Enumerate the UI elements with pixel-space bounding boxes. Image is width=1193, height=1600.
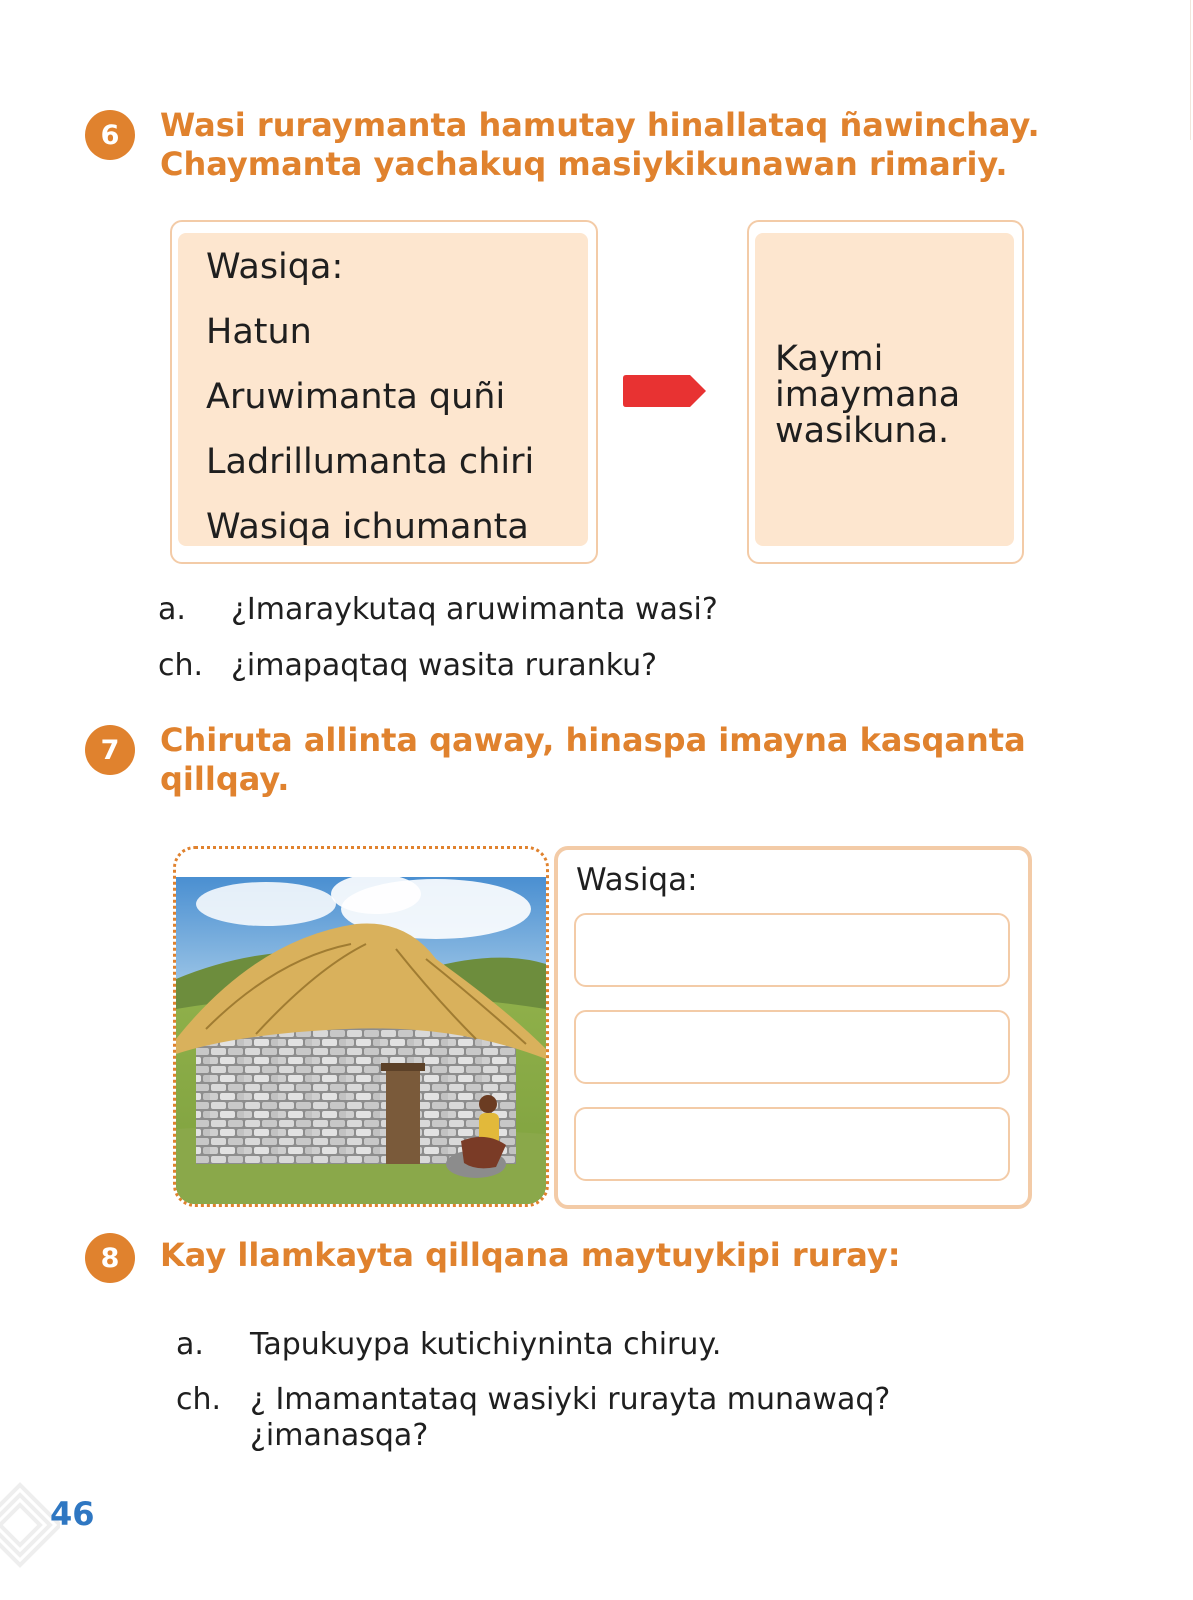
question-text: ¿imapaqtaq wasita ruranku? (231, 648, 658, 683)
answer-line-3[interactable] (574, 1107, 1010, 1181)
question-label: a. (158, 592, 186, 627)
house-result-text (775, 341, 960, 449)
house-description-title: Wasiqa: (576, 862, 698, 898)
house-features-fill (178, 233, 588, 546)
exercise-7-heading-line2: qillqay. (160, 760, 290, 798)
house-result-fill (755, 233, 1014, 546)
exercise-number-7-text: 7 (100, 734, 120, 766)
question-label: a. (176, 1327, 204, 1362)
page-edge-line (1190, 0, 1191, 140)
question-text-line: ¿ Imamantataq wasiyki rurayta munawaq? (250, 1382, 891, 1417)
house-description-panel (554, 846, 1032, 1209)
question-label: ch. (176, 1382, 222, 1417)
stone-house-illustration (176, 849, 546, 1204)
house-feature-item: Aruwimanta quñi (206, 377, 506, 417)
exercise-number-6 (85, 110, 135, 160)
answer-line-1[interactable] (574, 913, 1010, 987)
page-number: 46 (50, 1495, 95, 1533)
house-illustration-frame (173, 846, 549, 1207)
house-result-line: imaymana (775, 375, 961, 415)
house-feature-item: Ladrillumanta chiri (206, 442, 535, 482)
exercise-6-heading-line1: Wasi ruraymanta hamutay hinallataq ñawinchay. (160, 106, 1040, 144)
house-feature-item: Hatun (206, 312, 312, 352)
house-feature-item: Wasiqa ichumanta (206, 507, 529, 547)
exercise-number-6-text: 6 (100, 119, 120, 151)
house-result-box (747, 220, 1024, 564)
question-label: ch. (158, 648, 204, 683)
exercise-7-heading-line1: Chiruta allinta qaway, hinaspa imayna kasqanta (160, 721, 1026, 759)
exercise-number-8 (85, 1233, 135, 1283)
answer-line-2[interactable] (574, 1010, 1010, 1084)
house-result-line: wasikuna. (775, 411, 950, 451)
house-features-title: Wasiqa: (206, 247, 344, 287)
exercise-6-heading (160, 106, 1040, 184)
house-features-box (170, 220, 598, 564)
question-text: ¿Imaraykutaq aruwimanta wasi? (231, 592, 718, 627)
question-text (250, 1382, 890, 1454)
house-result-line: Kaymi (775, 339, 884, 379)
exercise-number-7 (85, 725, 135, 775)
exercise-8-heading: Kay llamkayta qillqana maytuykipi ruray: (160, 1236, 901, 1274)
exercise-7-heading (160, 721, 1026, 799)
exercise-number-8-text: 8 (100, 1242, 120, 1274)
question-text-line: ¿imanasqa? (250, 1418, 429, 1453)
arrow-right-icon (622, 373, 708, 409)
exercise-6-heading-line2: Chaymanta yachakuq masiykikunawan rimariy. (160, 145, 1008, 183)
question-text: Tapukuypa kutichiyninta chiruy. (250, 1327, 722, 1362)
